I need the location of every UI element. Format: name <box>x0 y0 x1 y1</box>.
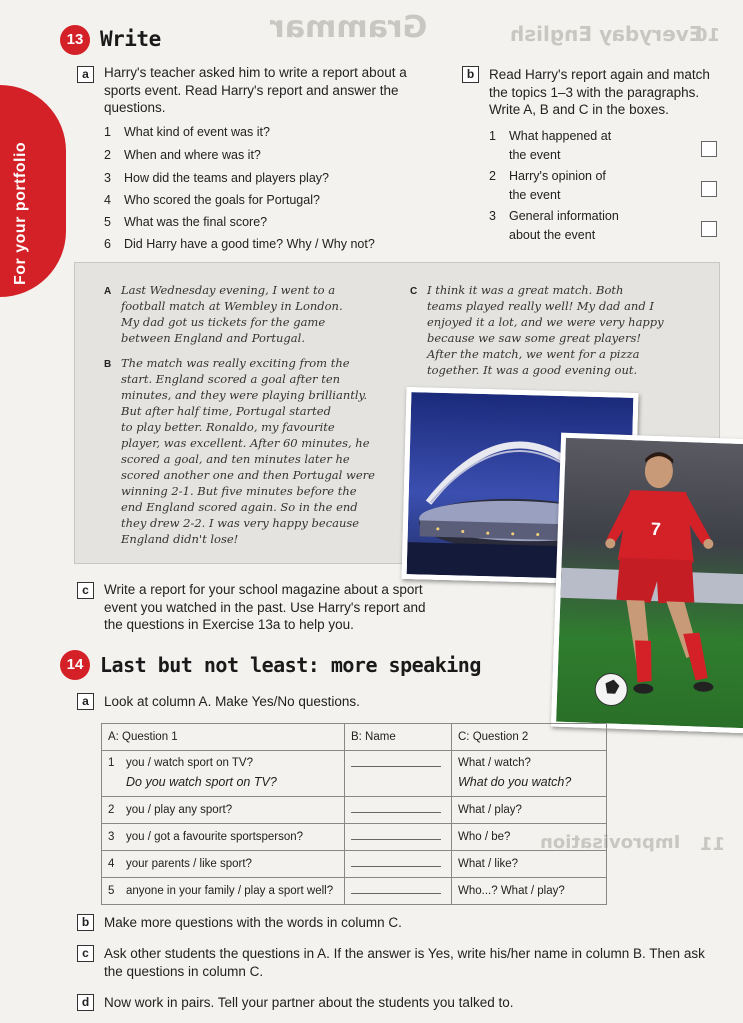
exercise-13b-instruction: Read Harry's report again and match the topics 1–3 with the paragraphs. Write A, B and C in the boxes. <box>489 67 710 117</box>
topic-2: 2 Harry's opinion of the event <box>489 169 606 202</box>
column-a-header: A: Question 1 <box>102 724 345 751</box>
player-illustration <box>556 438 743 728</box>
ghost-heading-top-right: Everyday English <box>510 22 703 46</box>
question-13a-2: 2 When and where was it? <box>104 148 261 162</box>
portfolio-side-tab <box>0 85 66 297</box>
row-4-question-a: your parents / like sport? <box>126 858 252 870</box>
row-4-name-field[interactable] <box>351 854 441 867</box>
ghost-number-bottom-right: 11 <box>700 834 726 855</box>
column-b-header: B: Name <box>345 724 452 751</box>
exercise-14b-instruction: Make more questions with the words in column C. <box>104 915 402 930</box>
table-row: 5 anyone in your family / play a sport well? Who...? What / play? <box>102 878 607 905</box>
paragraph-b: The match was really exciting from the start. England scored a goal after ten minutes, and they were playing brilliantly. But after half time, Portugal started to play better. Ronaldo, my favourite player, was excellent. After 60 minutes, he scored a goal, and ten minutes later he scored another one and then Portugal were winning 2-1. But five minutes before the end England scored again. So in the end they drew 2-2. I was very happy because England didn't lose! <box>121 356 375 546</box>
exercise-13a-instruction: Harry's teacher asked him to write a report about a sports event. Read Harry's report and answer the questions. <box>104 65 407 115</box>
topic-1-answer-box[interactable] <box>701 141 717 157</box>
table-row: 1 you / watch sport on TV? Do you watch sport on TV? What / watch? What do you watch? <box>102 751 607 797</box>
exercise-13-title: Write <box>100 27 161 51</box>
row-3-question-c: Who / be? <box>452 824 607 851</box>
football-player-photo <box>551 433 743 734</box>
ghost-heading-bottom-right: Improvisation <box>540 832 681 853</box>
paragraph-c-label: C <box>410 286 418 297</box>
topic-3: 3 General information about the event <box>489 209 619 242</box>
row-3-question-a: you / got a favourite sportsperson? <box>126 831 304 843</box>
question-13a-3: 3 How did the teams and players play? <box>104 171 329 185</box>
svg-text:7: 7 <box>650 518 662 540</box>
paragraph-a: Last Wednesday evening, I went to a football match at Wembley in London. My dad got us tickets for the game between England and Portugal. <box>121 283 343 345</box>
exercise-13-number: 13 <box>60 25 90 55</box>
topic-2-answer-box[interactable] <box>701 181 717 197</box>
example-question-a: Do you watch sport on TV? <box>126 775 277 789</box>
example-question-c: What do you watch? <box>458 775 572 789</box>
paragraph-b-label: B <box>104 359 112 370</box>
exercise-14d-instruction: Now work in pairs. Tell your partner about the students you talked to. <box>104 995 514 1010</box>
row-1-name-field[interactable] <box>351 754 441 767</box>
ghost-number-top-right: 10 <box>695 25 721 46</box>
table-row: 2 you / play any sport? What / play? <box>102 797 607 824</box>
row-5-name-field[interactable] <box>351 881 441 894</box>
exercise-13c-instruction: Write a report for your school magazine about a sport event you watched in the past. Use Harry's report and the questions in Exercise 13a to help you. <box>104 582 426 632</box>
table-row: 4 your parents / like sport? What / like? <box>102 851 607 878</box>
survey-table <box>101 723 607 905</box>
row-3-name-field[interactable] <box>351 827 441 840</box>
paragraph-c: I think it was a great match. Both teams played really well! My dad and I enjoyed it a lot, and we were very happy because we saw some great players! After the match, we went for a pizza together. It was a good evening out. <box>427 283 664 377</box>
exercise-14-title: Last but not least: more speaking <box>100 653 481 677</box>
exercise-13a-letter: a <box>77 66 94 83</box>
row-2-question-a: you / play any sport? <box>126 804 233 816</box>
exercise-14a-letter: a <box>77 693 94 710</box>
row-4-question-c: What / like? <box>452 851 607 878</box>
question-13a-6: 6 Did Harry have a good time? Why / Why not? <box>104 237 375 251</box>
row-5-question-c: Who...? What / play? <box>452 878 607 905</box>
side-tab-label: For your portfolio <box>12 141 29 285</box>
table-row: 3 you / got a favourite sportsperson? Who / be? <box>102 824 607 851</box>
exercise-14b-letter: b <box>77 914 94 931</box>
row-5-question-a: anyone in your family / play a sport well? <box>126 885 334 897</box>
topic-1: 1 What happened at the event <box>489 129 612 162</box>
question-13a-1: 1 What kind of event was it? <box>104 125 270 139</box>
exercise-14d-letter: d <box>77 994 94 1011</box>
paragraph-a-label: A <box>104 286 112 297</box>
exercise-14-number: 14 <box>60 650 90 680</box>
row-2-question-c: What / play? <box>452 797 607 824</box>
row-1-question-c: What / watch? <box>458 757 531 769</box>
topic-3-answer-box[interactable] <box>701 221 717 237</box>
column-c-header: C: Question 2 <box>452 724 607 751</box>
question-13a-5: 5 What was the final score? <box>104 215 268 229</box>
exercise-14c-instruction: Ask other students the questions in A. If the answer is Yes, write his/her name in column B. Then ask the questions in column C. <box>104 946 705 979</box>
question-13a-4: 4 Who scored the goals for Portugal? <box>104 193 320 207</box>
exercise-14a-instruction: Look at column A. Make Yes/No questions. <box>104 694 360 709</box>
row-1-question-a: you / watch sport on TV? <box>126 757 253 769</box>
exercise-14c-letter: c <box>77 945 94 962</box>
row-2-name-field[interactable] <box>351 800 441 813</box>
exercise-13b-letter: b <box>462 66 479 83</box>
exercise-13c-letter: c <box>77 582 94 599</box>
ghost-heading-top-mid: Grammar <box>270 10 428 45</box>
